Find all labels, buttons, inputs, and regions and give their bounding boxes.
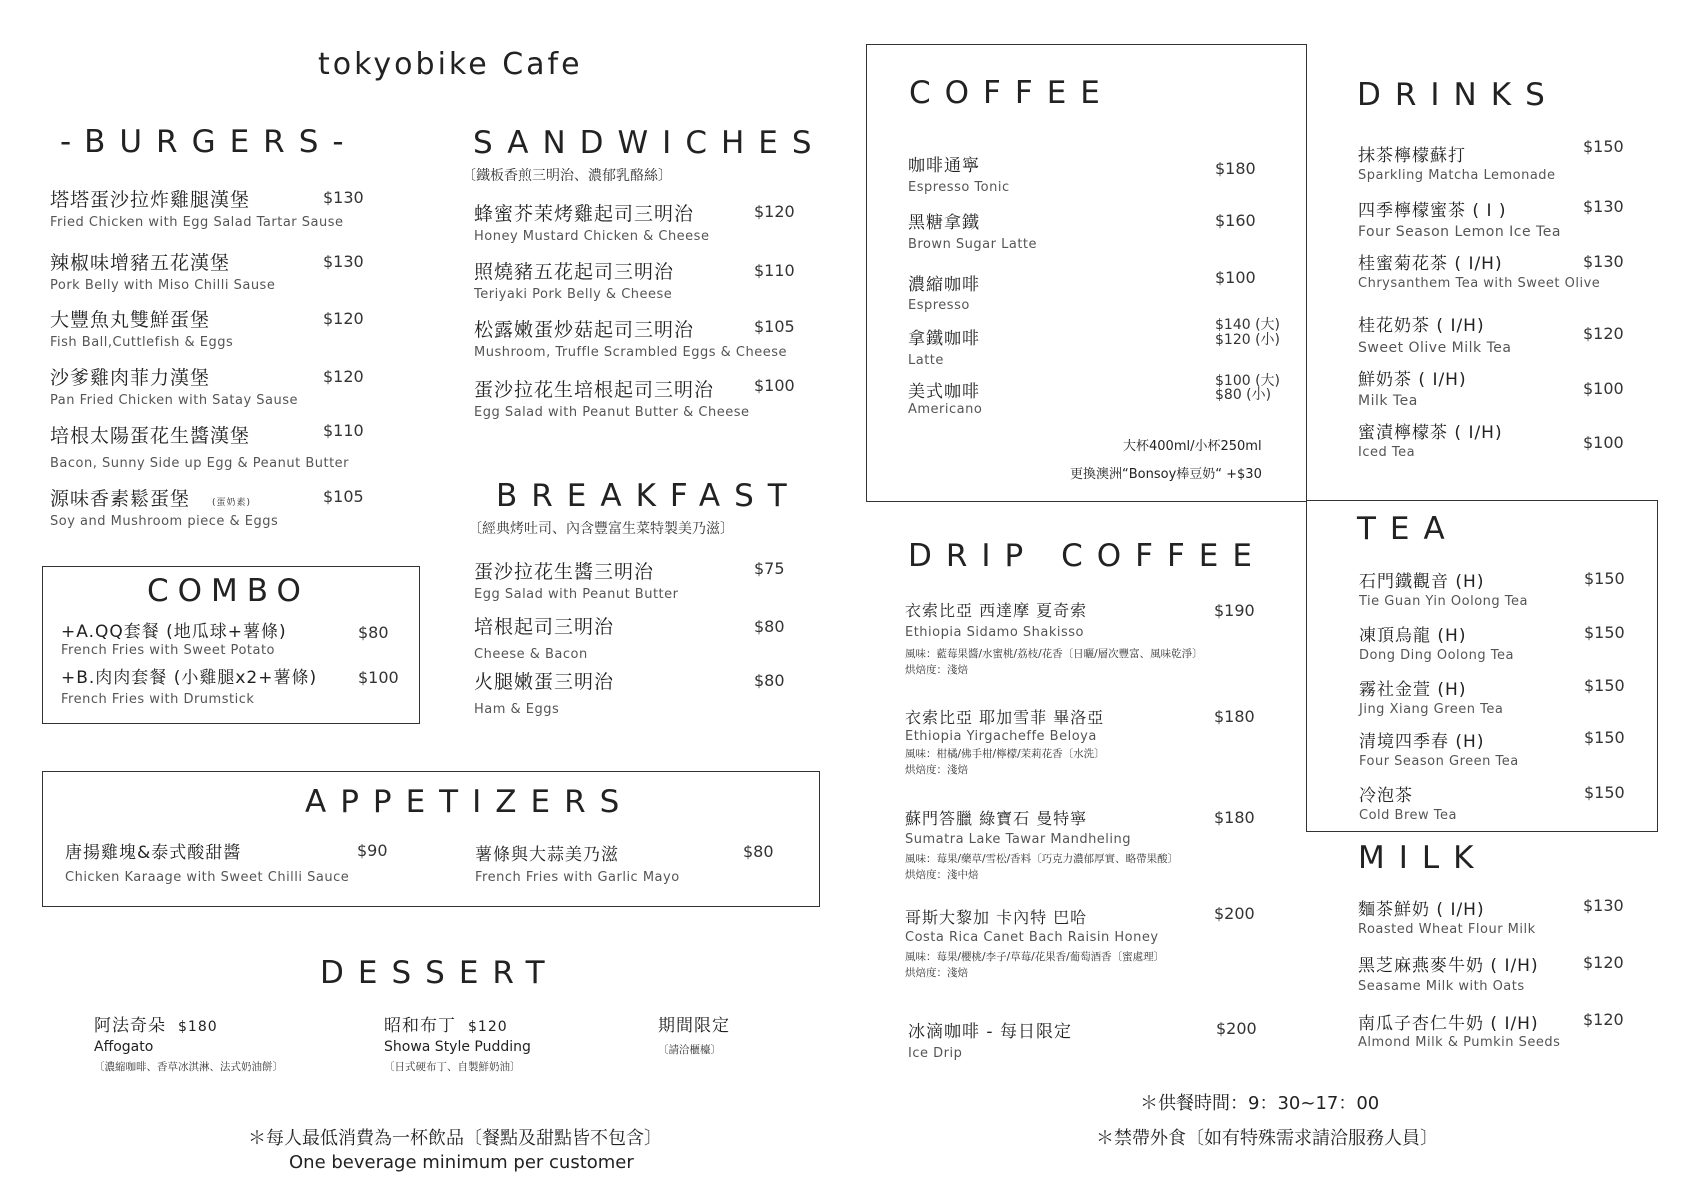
item-en: Cold Brew Tea	[1359, 808, 1457, 823]
item-name: 蘇門答臘 綠寶石 曼特寧	[905, 809, 1088, 828]
menu-item	[50, 185, 344, 230]
dessert-item	[658, 1011, 730, 1058]
item-price: $120	[1583, 324, 1624, 343]
item-name: 清境四季春 (H)	[1359, 732, 1485, 752]
item-en: Ethiopia Yirgacheffe Beloya	[905, 729, 1097, 744]
item-price: $150	[1584, 569, 1625, 588]
menu-item	[50, 484, 278, 529]
item-en: Espresso	[908, 298, 970, 313]
item-name: 咖啡通寧	[908, 156, 980, 176]
item-en: Four Season Green Tea	[1359, 754, 1519, 769]
item-en: Teriyaki Pork Belly & Cheese	[474, 287, 673, 302]
item-name: 照燒豬五花起司三明治	[474, 261, 675, 283]
item-price: $180	[178, 1019, 218, 1035]
item-en: Chicken Karaage with Sweet Chilli Sauce	[65, 870, 350, 885]
menu-item	[475, 840, 680, 885]
menu-item	[908, 377, 982, 417]
item-name: +B.肉肉套餐 (小雞腿x2+薯條)	[61, 668, 318, 688]
milk-title: MILK	[1358, 840, 1488, 876]
item-price: $160	[1215, 211, 1256, 230]
item-roast: 烘焙度：淺中焙	[905, 869, 979, 881]
item-price: $105	[323, 487, 364, 506]
menu-item	[50, 305, 233, 350]
item-roast: 烘焙度：淺焙	[905, 664, 968, 676]
item-en: Fried Chicken with Egg Salad Tartar Sause	[50, 215, 344, 230]
dessert-item	[384, 1011, 531, 1075]
item-name: 凍頂烏龍 (H)	[1359, 626, 1467, 646]
item-en: Mushroom, Truffle Scrambled Eggs & Cheese	[474, 345, 787, 360]
coffee-size-note: 大杯400ml/小杯250ml	[1123, 439, 1262, 454]
item-name: 哥斯大黎加 卡內特 巴哈	[905, 908, 1088, 927]
item-name: 美式咖啡	[908, 382, 980, 402]
tea-box	[1306, 500, 1658, 832]
item-name: 四季檸檬蜜茶 ( I )	[1358, 201, 1507, 221]
item-price: $90	[357, 841, 388, 860]
item-price: $100	[358, 668, 399, 687]
item-name: 霧社金萱 (H)	[1359, 680, 1467, 700]
item-name: 南瓜子杏仁牛奶 ( I/H)	[1358, 1014, 1539, 1034]
menu-item	[61, 617, 287, 658]
item-name: 蛋沙拉花生培根起司三明治	[474, 379, 715, 401]
drip-item	[908, 1017, 1072, 1061]
item-en: Sparkling Matcha Lemonade	[1358, 168, 1556, 183]
item-name: 桂花奶茶 ( I/H)	[1358, 316, 1485, 336]
menu-item	[1358, 895, 1536, 937]
item-en: Almond Milk & Pumkin Seeds	[1358, 1035, 1561, 1050]
drinks-title: DRINKS	[1357, 77, 1559, 113]
menu-item	[1359, 781, 1457, 823]
item-price: $140 (大)	[1215, 317, 1281, 333]
item-name: 桂蜜菊花茶 ( I/H)	[1358, 254, 1503, 274]
menu-item	[474, 667, 614, 717]
item-en: Four Season Lemon Ice Tea	[1358, 224, 1561, 240]
item-name: 昭和布丁	[384, 1016, 456, 1036]
item-en: Milk Tea	[1358, 393, 1418, 409]
item-name: 大豐魚丸雙鮮蛋堡	[50, 309, 211, 331]
menu-item	[61, 663, 317, 707]
menu-item	[1359, 727, 1519, 769]
menu-item	[1358, 365, 1467, 409]
item-name: 唐揚雞塊&泰式酸甜醬	[65, 843, 242, 863]
item-en: Pan Fried Chicken with Satay Sause	[50, 393, 299, 408]
item-flavor: 風味：莓果/櫻桃/李子/草莓/花果香/葡萄酒香〔蜜處理〕	[905, 951, 1165, 963]
menu-item	[1359, 621, 1514, 663]
item-price: $190	[1214, 601, 1255, 620]
item-en: Fish Ball,Cuttlefish & Eggs	[50, 335, 234, 350]
breakfast-subtitle: 〔經典烤吐司、內含豐富生菜特製美乃滋〕	[468, 521, 734, 537]
item-roast: 烘焙度：淺焙	[905, 764, 968, 776]
item-en: French Fries with Sweet Potato	[61, 643, 276, 658]
item-en: Pork Belly with Miso Chilli Sause	[50, 278, 276, 293]
item-price: $150	[1584, 783, 1625, 802]
footer-min-charge: ＊每人最低消費為一杯飲品〔餐點及甜點皆不包含〕	[248, 1128, 662, 1149]
item-name: 松露嫩蛋炒菇起司三明治	[474, 319, 695, 341]
footer-hours: ＊供餐時間：9：30~17：00	[1140, 1093, 1380, 1114]
item-name: 塔塔蛋沙拉炸雞腿漢堡	[50, 189, 251, 211]
combo-box	[42, 566, 420, 724]
item-flavor: 風味：藍莓果醬/水蜜桃/荔枝/花香〔日曬/層次豐富、風味乾淨〕	[905, 648, 1203, 660]
menu-item	[474, 557, 679, 602]
burgers-title: -BURGERS-	[60, 124, 358, 160]
menu-item	[1358, 1009, 1560, 1050]
menu-item	[65, 838, 349, 885]
item-name: 培根太陽蛋花生醬漢堡	[50, 425, 251, 447]
item-price: $110	[754, 261, 795, 280]
menu-item	[1358, 418, 1503, 460]
item-price: $150	[1584, 728, 1625, 747]
item-en: Affogato	[94, 1039, 154, 1055]
item-en: Bacon, Sunny Side up Egg & Peanut Butter	[50, 456, 350, 471]
item-name: 鮮奶茶 ( I/H)	[1358, 370, 1467, 390]
appetizers-title: APPETIZERS	[305, 784, 634, 820]
drip-item	[905, 905, 1164, 981]
sandwiches-title: SANDWICHES	[473, 125, 826, 161]
item-name: 蛋沙拉花生醬三明治	[474, 561, 655, 583]
item-en: Showa Style Pudding	[384, 1039, 531, 1055]
item-name: 辣椒味增豬五花漢堡	[50, 252, 231, 274]
item-en: Espresso Tonic	[908, 180, 1010, 195]
item-price: $130	[323, 252, 364, 271]
item-name: 蜜漬檸檬茶 ( I/H)	[1358, 423, 1503, 443]
item-en: Ice Drip	[908, 1046, 963, 1061]
item-en: Jing Xiang Green Tea	[1359, 702, 1504, 717]
item-en: French Fries with Garlic Mayo	[475, 870, 680, 885]
menu-item	[1358, 951, 1539, 994]
item-price: $180	[1214, 707, 1255, 726]
item-price: $130	[323, 188, 364, 207]
item-en: Egg Salad with Peanut Butter & Cheese	[474, 405, 750, 420]
drip-coffee-title: DRIP COFFEE	[908, 538, 1266, 574]
menu-item	[50, 248, 275, 293]
menu-item	[908, 151, 1010, 195]
menu-item	[1358, 196, 1561, 240]
coffee-title: COFFEE	[909, 75, 1114, 111]
item-flavor: 風味：柑橘/佛手柑/檸檬/茉莉花香〔水洗〕	[905, 748, 1105, 760]
item-price: $200	[1216, 1019, 1257, 1038]
footer-min-charge-en: One beverage minimum per customer	[289, 1152, 634, 1173]
item-price: $150	[1584, 676, 1625, 695]
item-price: $100	[1583, 379, 1624, 398]
item-roast: 烘焙度：淺焙	[905, 967, 968, 979]
item-price: $120	[323, 309, 364, 328]
item-en: Cheese & Bacon	[474, 647, 588, 662]
item-en: Costa Rica Canet Bach Raisin Honey	[905, 930, 1159, 945]
item-price: $75	[754, 559, 785, 578]
menu-item	[1359, 567, 1528, 609]
item-price: $100	[754, 376, 795, 395]
menu-item	[908, 324, 980, 368]
coffee-box	[866, 44, 1307, 502]
item-flavor: 風味：莓果/藥草/雪松/香料〔巧克力濃郁厚實、略帶果酸〕	[905, 853, 1179, 865]
appetizers-box	[42, 771, 820, 907]
item-note: 〔濃縮咖啡、香草冰淇淋、法式奶油餅〕	[94, 1061, 283, 1073]
item-en: French Fries with Drumstick	[61, 692, 255, 707]
menu-item	[474, 612, 614, 662]
tea-title: TEA	[1357, 511, 1459, 547]
item-price: $100	[1215, 268, 1256, 287]
menu-item	[1358, 311, 1511, 356]
item-name: 衣索比亞 耶加雪菲 畢洛亞	[905, 708, 1105, 727]
item-price: $200	[1214, 904, 1255, 923]
breakfast-title: BREAKFAST	[496, 478, 801, 514]
item-price: $100	[1583, 433, 1624, 452]
item-price: $105	[754, 317, 795, 336]
coffee-milk-note: 更換澳洲“Bonsoy棒豆奶“ +$30	[1070, 467, 1262, 482]
item-price: $120	[1583, 1010, 1624, 1029]
menu-item	[908, 270, 980, 313]
item-en: Sumatra Lake Tawar Mandheling	[905, 832, 1132, 847]
item-en: Brown Sugar Latte	[908, 237, 1038, 252]
menu-item	[474, 257, 674, 302]
menu-item	[908, 208, 1037, 252]
item-en: Ham & Eggs	[474, 702, 560, 717]
item-price: $130	[1583, 197, 1624, 216]
combo-title: COMBO	[147, 573, 310, 609]
menu-item	[474, 199, 709, 244]
item-name: 火腿嫩蛋三明治	[474, 671, 615, 693]
cafe-title: tokyobike Cafe	[318, 47, 583, 82]
item-en: Roasted Wheat Flour Milk	[1358, 922, 1536, 937]
drip-item	[905, 705, 1105, 778]
item-en: Ethiopia Sidamo Shakisso	[905, 625, 1085, 640]
item-name: 薯條與大蒜美乃滋	[475, 845, 619, 865]
item-name: 沙爹雞肉菲力漢堡	[50, 367, 211, 389]
item-name: +A.QQ套餐 (地瓜球+薯條)	[61, 622, 287, 642]
item-tag: (蛋奶素)	[212, 498, 252, 508]
item-en: Dong Ding Oolong Tea	[1359, 648, 1514, 663]
item-name: 蜂蜜芥茉烤雞起司三明治	[474, 203, 695, 225]
item-name: 期間限定	[658, 1016, 730, 1036]
item-name: 抹茶檸檬蘇打	[1358, 146, 1466, 166]
item-en: Honey Mustard Chicken & Cheese	[474, 229, 710, 244]
item-price: $100 (大)	[1215, 373, 1281, 389]
item-name: 冷泡茶	[1359, 786, 1413, 806]
item-name: 拿鐵咖啡	[908, 329, 980, 349]
item-price: $180	[1215, 159, 1256, 178]
item-price: $130	[1583, 896, 1624, 915]
item-en: Chrysanthem Tea with Sweet Olive	[1358, 276, 1601, 291]
item-name: 衣索比亞 西達摩 夏奇索	[905, 601, 1088, 620]
item-price: $120	[1583, 953, 1624, 972]
item-en: Sweet Olive Milk Tea	[1358, 340, 1512, 356]
menu-item	[1358, 249, 1600, 291]
item-note: 〔請洽櫃檯〕	[658, 1044, 721, 1056]
sandwiches-subtitle: 〔鐵板香煎三明治、濃郁乳酪絲〕	[462, 168, 672, 184]
item-name: 石門鐵觀音 (H)	[1359, 572, 1485, 592]
item-note: 〔日式硬布丁、自製鮮奶油〕	[384, 1061, 521, 1073]
item-price: $180	[1214, 808, 1255, 827]
item-name: 麵茶鮮奶 ( I/H)	[1358, 900, 1485, 920]
item-price: $150	[1583, 137, 1624, 156]
menu-item	[1358, 141, 1556, 183]
item-en: Egg Salad with Peanut Butter	[474, 587, 679, 602]
item-price: $80	[743, 842, 774, 861]
item-price: $120	[468, 1019, 508, 1035]
item-en: Iced Tea	[1358, 445, 1416, 460]
item-price: $120	[323, 367, 364, 386]
item-name: 阿法奇朵	[94, 1016, 166, 1036]
item-price: $80	[754, 671, 785, 690]
item-en: Soy and Mushroom piece & Eggs	[50, 514, 279, 529]
dessert-item	[94, 1011, 283, 1075]
item-name: 源味香素鬆蛋堡	[50, 488, 191, 510]
dessert-title: DESSERT	[320, 955, 559, 991]
drip-item	[905, 806, 1178, 883]
item-price-small: $80 (小)	[1215, 387, 1272, 403]
item-price: $80	[358, 623, 389, 642]
item-price: $150	[1584, 623, 1625, 642]
footer-no-outside-food: ＊禁帶外食〔如有特殊需求請洽服務人員〕	[1096, 1128, 1438, 1149]
item-en: Americano	[908, 402, 983, 417]
menu-item	[474, 315, 787, 360]
item-name: 黑芝麻燕麥牛奶 ( I/H)	[1358, 956, 1539, 976]
menu-item	[50, 421, 349, 471]
item-en: Seasame Milk with Oats	[1358, 979, 1525, 994]
item-en: Tie Guan Yin Oolong Tea	[1359, 594, 1528, 609]
item-name: 冰滴咖啡 - 每日限定	[908, 1022, 1072, 1042]
menu-item	[50, 363, 298, 408]
item-price: $80	[754, 617, 785, 636]
item-price: $130	[1583, 252, 1624, 271]
item-en: Latte	[908, 353, 944, 368]
menu-item	[1359, 675, 1503, 717]
item-name: 培根起司三明治	[474, 616, 615, 638]
drip-item	[905, 598, 1203, 678]
item-price: $120	[754, 202, 795, 221]
item-name: 濃縮咖啡	[908, 275, 980, 295]
item-price: $110	[323, 421, 364, 440]
menu-item	[474, 375, 749, 420]
item-name: 黑糖拿鐵	[908, 213, 980, 233]
item-price-small: $120 (小)	[1215, 332, 1281, 348]
